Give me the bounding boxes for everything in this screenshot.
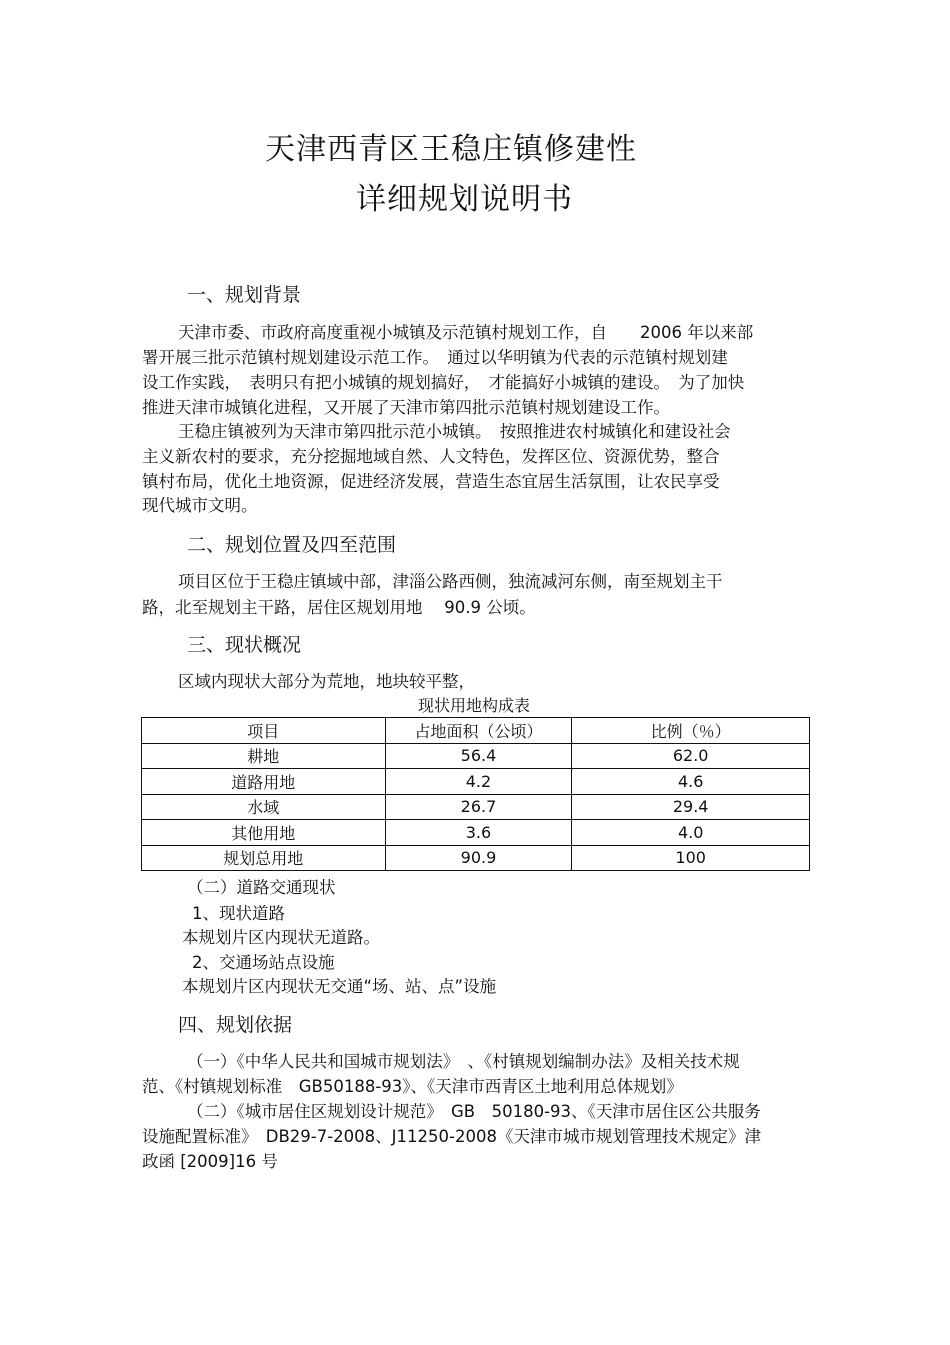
table-cell: 3.6: [385, 820, 572, 846]
column-header-item: 项目: [142, 718, 386, 744]
document-title-line1: 天津西青区王稳庄镇修建性: [265, 132, 637, 167]
table-cell: 90.9: [385, 845, 572, 871]
table-header-row: [142, 718, 810, 744]
column-header-ratio: 比例（％）: [572, 718, 810, 744]
paragraph-line: 现代城市文明。: [142, 496, 258, 515]
table-cell: 26.7: [385, 794, 572, 820]
table-cell: 道路用地: [142, 769, 386, 795]
table-cell: 4.0: [572, 820, 810, 846]
paragraph-line: 设工作实践， 表明只有把小城镇的规划搞好， 才能搞好小城镇的建设。 为了加快: [142, 373, 745, 392]
paragraph-line: 区域内现状大部分为荒地，地块较平整，: [178, 672, 475, 691]
paragraph-line: 署开展三批示范镇村规划建设示范工作。 通过以华明镇为代表的示范镇村规划建: [142, 348, 728, 367]
column-header-area: 占地面积（公顷）: [385, 718, 572, 744]
paragraph-line: 王稳庄镇被列为天津市第四批示范小城镇。 按照推进农村城镇化和建设社会: [178, 422, 731, 441]
table-cell: 4.2: [385, 769, 572, 795]
table-row: [142, 769, 810, 795]
table-cell: 100: [572, 845, 810, 871]
item-text-stations: 本规划片区内现状无交通“场、站、点”设施: [182, 977, 497, 996]
table-cell: 4.6: [572, 769, 810, 795]
paragraph-line: 路，北至规划主干路，居住区规划用地 90.9 公顷。: [142, 598, 536, 617]
land-use-table: [141, 717, 810, 871]
section-heading-location: 二、规划位置及四至范围: [187, 534, 397, 556]
table-cell: 耕地: [142, 743, 386, 769]
paragraph-line: 镇村布局，优化土地资源，促进经济发展，营造生态宜居生活氛围，让农民享受: [142, 472, 720, 491]
table-cell: 其他用地: [142, 820, 386, 846]
table-cell: 62.0: [572, 743, 810, 769]
paragraph-line: 政函 [2009]16 号: [142, 1152, 278, 1171]
section-heading-background: 一、规划背景: [187, 284, 302, 306]
item-text-roads: 本规划片区内现状无道路。: [182, 928, 380, 947]
paragraph-line: 推进天津市城镇化进程，又开展了天津市第四批示范镇村规划建设工作。: [142, 398, 670, 417]
table-row: [142, 820, 810, 846]
paragraph-line: 设施配置标准》 DB29-7-2008、J11250-2008《天津市城市规划管理技术规定》津: [142, 1127, 761, 1146]
table-row: [142, 743, 810, 769]
paragraph-line: （一）《中华人民共和国城市规划法》 、《村镇规划编制办法》及相关技术规: [187, 1052, 740, 1071]
sub-heading-traffic: （二）道路交通现状: [187, 878, 336, 897]
paragraph-line: 主义新农村的要求，充分挖掘地域自然、人文特色，发挥区位、资源优势，整合: [142, 447, 720, 466]
table-cell: 29.4: [572, 794, 810, 820]
section-heading-basis: 四、规划依据: [178, 1014, 293, 1036]
paragraph-line: 范、《村镇规划标准 GB50188-93》、《天津市西青区土地利用总体规划》: [142, 1077, 683, 1096]
table-caption: 现状用地构成表: [418, 696, 531, 715]
paragraph-line: （二）《城市居住区规划设计规范》 GB 50180-93、《天津市居住区公共服务: [187, 1102, 761, 1121]
document-title-line2: 详细规划说明书: [356, 182, 573, 217]
item-title-stations: 2、交通场站点设施: [192, 953, 335, 972]
table-row: [142, 794, 810, 820]
table-cell: 56.4: [385, 743, 572, 769]
table-cell: 水域: [142, 794, 386, 820]
table-cell: 规划总用地: [142, 845, 386, 871]
table-row: [142, 845, 810, 871]
item-title-roads: 1、现状道路: [192, 904, 285, 923]
paragraph-line: 项目区位于王稳庄镇域中部，津淄公路西侧，独流减河东侧，南至规划主干: [178, 572, 723, 591]
section-heading-status: 三、现状概况: [187, 634, 302, 656]
paragraph-line: 天津市委、市政府高度重视小城镇及示范镇村规划工作，自 2006 年以来部: [178, 323, 754, 342]
